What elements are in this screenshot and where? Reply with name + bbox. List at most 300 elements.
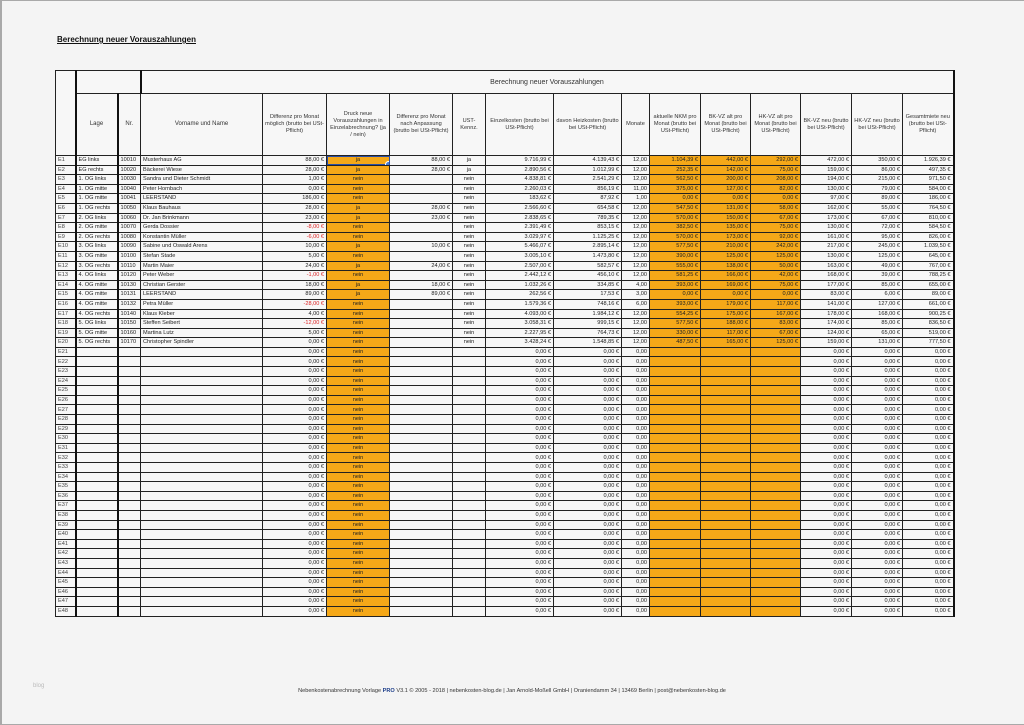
cell-diff2[interactable]	[390, 510, 453, 520]
cell-mon[interactable]: 0,00	[622, 549, 650, 559]
cell-nr[interactable]: 10070	[118, 223, 141, 233]
cell-nkm[interactable]	[650, 501, 701, 511]
cell-gm[interactable]: 0,00 €	[903, 443, 954, 453]
cell-ek[interactable]: 0,00 €	[486, 539, 554, 549]
cell-hk[interactable]: 0,00 €	[554, 463, 622, 473]
cell-ek[interactable]: 0,00 €	[486, 482, 554, 492]
cell-mon[interactable]: 0,00	[622, 453, 650, 463]
cell-diff2[interactable]	[390, 530, 453, 540]
cell-druck[interactable]: nein	[327, 510, 390, 520]
cell-hk[interactable]: 0,00 €	[554, 443, 622, 453]
cell-id[interactable]: E32	[56, 453, 76, 463]
cell-ek[interactable]: 0,00 €	[486, 530, 554, 540]
cell-diff2[interactable]	[390, 491, 453, 501]
cell-druck[interactable]: nein	[327, 405, 390, 415]
cell-name[interactable]	[141, 530, 263, 540]
cell-id[interactable]: E14	[56, 280, 76, 290]
cell-id[interactable]: E13	[56, 271, 76, 281]
cell-hkn[interactable]: 0,00 €	[852, 395, 903, 405]
cell-ust[interactable]	[453, 386, 486, 396]
cell-hkn[interactable]: 89,00 €	[852, 194, 903, 204]
cell-druck[interactable]: nein	[327, 175, 390, 185]
cell-gm[interactable]: 645,00 €	[903, 251, 954, 261]
cell-nkm[interactable]: 390,00 €	[650, 251, 701, 261]
cell-lage[interactable]	[76, 510, 118, 520]
cell-mon[interactable]: 12,00	[622, 328, 650, 338]
cell-gm[interactable]: 0,00 €	[903, 578, 954, 588]
cell-lage[interactable]	[76, 501, 118, 511]
cell-hka[interactable]	[751, 587, 801, 597]
cell-hka[interactable]	[751, 415, 801, 425]
cell-nr[interactable]: 10132	[118, 299, 141, 309]
cell-ek[interactable]: 0,00 €	[486, 463, 554, 473]
cell-name[interactable]	[141, 482, 263, 492]
cell-hka[interactable]	[751, 549, 801, 559]
cell-gm[interactable]: 0,00 €	[903, 386, 954, 396]
cell-lage[interactable]: 3. OG rechts	[76, 261, 118, 271]
cell-hka[interactable]: 67,00 €	[751, 213, 801, 223]
cell-nkm[interactable]: 375,00 €	[650, 184, 701, 194]
cell-nkm[interactable]: 577,50 €	[650, 242, 701, 252]
cell-gm[interactable]: 0,00 €	[903, 367, 954, 377]
cell-nkm[interactable]	[650, 491, 701, 501]
cell-id[interactable]: E18	[56, 319, 76, 329]
cell-mon[interactable]: 12,00	[622, 165, 650, 175]
cell-nr[interactable]: 10020	[118, 165, 141, 175]
cell-hka[interactable]: 75,00 €	[751, 223, 801, 233]
cell-nkm[interactable]: 562,50 €	[650, 175, 701, 185]
cell-gm[interactable]: 0,00 €	[903, 539, 954, 549]
cell-ek[interactable]: 0,00 €	[486, 367, 554, 377]
cell-diff[interactable]: 24,00 €	[263, 261, 327, 271]
cell-diff2[interactable]	[390, 549, 453, 559]
cell-diff2[interactable]	[390, 309, 453, 319]
cell-diff2[interactable]: 10,00 €	[390, 242, 453, 252]
cell-gm[interactable]: 0,00 €	[903, 520, 954, 530]
cell-id[interactable]: E36	[56, 491, 76, 501]
cell-mon[interactable]: 0,00	[622, 539, 650, 549]
cell-bkn[interactable]: 0,00 €	[801, 549, 852, 559]
cell-bka[interactable]: 200,00 €	[701, 175, 751, 185]
cell-bkn[interactable]: 0,00 €	[801, 347, 852, 357]
cell-ek[interactable]: 4.838,81 €	[486, 175, 554, 185]
cell-nr[interactable]: 10130	[118, 280, 141, 290]
cell-nr[interactable]: 10140	[118, 309, 141, 319]
cell-diff[interactable]: 0,00 €	[263, 453, 327, 463]
cell-ek[interactable]: 9.716,99 €	[486, 156, 554, 166]
cell-ust[interactable]: nein	[453, 261, 486, 271]
cell-hkn[interactable]: 67,00 €	[852, 213, 903, 223]
cell-hka[interactable]	[751, 357, 801, 367]
cell-druck[interactable]: nein	[327, 357, 390, 367]
cell-hkn[interactable]: 49,00 €	[852, 261, 903, 271]
cell-mon[interactable]: 12,00	[622, 251, 650, 261]
cell-id[interactable]: E40	[56, 530, 76, 540]
cell-hka[interactable]: 82,00 €	[751, 184, 801, 194]
cell-diff[interactable]: 10,00 €	[263, 242, 327, 252]
cell-mon[interactable]: 0,00	[622, 395, 650, 405]
cell-bka[interactable]: 0,00 €	[701, 290, 751, 300]
cell-druck[interactable]: nein	[327, 463, 390, 473]
cell-hk[interactable]: 853,15 €	[554, 223, 622, 233]
cell-diff[interactable]: 5,00 €	[263, 251, 327, 261]
cell-bkn[interactable]: 173,00 €	[801, 213, 852, 223]
cell-ust[interactable]	[453, 347, 486, 357]
cell-bkn[interactable]: 0,00 €	[801, 367, 852, 377]
cell-mon[interactable]: 12,00	[622, 156, 650, 166]
cell-ust[interactable]: nein	[453, 280, 486, 290]
cell-ust[interactable]: nein	[453, 194, 486, 204]
cell-nkm[interactable]	[650, 597, 701, 607]
cell-ek[interactable]: 0,00 €	[486, 376, 554, 386]
cell-bka[interactable]	[701, 482, 751, 492]
cell-name[interactable]	[141, 472, 263, 482]
cell-hkn[interactable]: 0,00 €	[852, 501, 903, 511]
cell-hk[interactable]: 2.895,14 €	[554, 242, 622, 252]
cell-ek[interactable]: 262,56 €	[486, 290, 554, 300]
cell-nr[interactable]	[118, 386, 141, 396]
cell-hk[interactable]: 0,00 €	[554, 434, 622, 444]
cell-bkn[interactable]: 0,00 €	[801, 424, 852, 434]
cell-hkn[interactable]: 0,00 €	[852, 386, 903, 396]
cell-nkm[interactable]	[650, 568, 701, 578]
cell-lage[interactable]: EG links	[76, 156, 118, 166]
cell-hk[interactable]: 0,00 €	[554, 357, 622, 367]
cell-name[interactable]	[141, 549, 263, 559]
cell-id[interactable]: E9	[56, 232, 76, 242]
cell-mon[interactable]: 12,00	[622, 242, 650, 252]
cell-hkn[interactable]: 131,00 €	[852, 338, 903, 348]
cell-hkn[interactable]: 0,00 €	[852, 347, 903, 357]
cell-gm[interactable]: 89,00 €	[903, 290, 954, 300]
cell-bka[interactable]	[701, 424, 751, 434]
cell-ust[interactable]	[453, 376, 486, 386]
cell-bka[interactable]: 210,00 €	[701, 242, 751, 252]
cell-name[interactable]: Christopher Spindler	[141, 338, 263, 348]
cell-nr[interactable]: 10041	[118, 194, 141, 204]
cell-name[interactable]	[141, 367, 263, 377]
cell-mon[interactable]: 1,00	[622, 194, 650, 204]
cell-ek[interactable]: 2.566,60 €	[486, 203, 554, 213]
cell-ek[interactable]: 0,00 €	[486, 568, 554, 578]
cell-nkm[interactable]: 547,50 €	[650, 203, 701, 213]
cell-hka[interactable]: 167,00 €	[751, 309, 801, 319]
cell-diff[interactable]: 1,00 €	[263, 175, 327, 185]
cell-mon[interactable]: 12,00	[622, 261, 650, 271]
cell-nr[interactable]: 10110	[118, 261, 141, 271]
cell-nr[interactable]: 10080	[118, 232, 141, 242]
cell-bka[interactable]: 166,00 €	[701, 271, 751, 281]
cell-bka[interactable]	[701, 434, 751, 444]
cell-hk[interactable]: 764,73 €	[554, 328, 622, 338]
cell-diff[interactable]: 0,00 €	[263, 578, 327, 588]
cell-hkn[interactable]: 0,00 €	[852, 472, 903, 482]
cell-druck[interactable]: nein	[327, 520, 390, 530]
cell-lage[interactable]	[76, 443, 118, 453]
cell-name[interactable]	[141, 491, 263, 501]
cell-nkm[interactable]	[650, 558, 701, 568]
cell-id[interactable]: E31	[56, 443, 76, 453]
cell-gm[interactable]: 0,00 €	[903, 357, 954, 367]
cell-hkn[interactable]: 0,00 €	[852, 453, 903, 463]
cell-id[interactable]: E15	[56, 290, 76, 300]
cell-name[interactable]	[141, 347, 263, 357]
cell-nkm[interactable]: 570,00 €	[650, 232, 701, 242]
cell-nr[interactable]: 10040	[118, 184, 141, 194]
cell-hkn[interactable]: 350,00 €	[852, 156, 903, 166]
cell-hkn[interactable]: 95,00 €	[852, 232, 903, 242]
cell-hkn[interactable]: 0,00 €	[852, 491, 903, 501]
cell-nkm[interactable]	[650, 472, 701, 482]
cell-id[interactable]: E46	[56, 587, 76, 597]
cell-gm[interactable]: 0,00 €	[903, 530, 954, 540]
cell-diff2[interactable]	[390, 367, 453, 377]
cell-druck[interactable]: nein	[327, 530, 390, 540]
cell-mon[interactable]: 0,00	[622, 501, 650, 511]
cell-druck[interactable]: nein	[327, 578, 390, 588]
cell-diff2[interactable]	[390, 587, 453, 597]
cell-bka[interactable]: 442,00 €	[701, 156, 751, 166]
cell-lage[interactable]	[76, 386, 118, 396]
cell-lage[interactable]	[76, 376, 118, 386]
cell-diff[interactable]: 0,00 €	[263, 367, 327, 377]
cell-gm[interactable]: 0,00 €	[903, 453, 954, 463]
cell-name[interactable]: Konstantin Müller	[141, 232, 263, 242]
cell-druck[interactable]: nein	[327, 549, 390, 559]
cell-druck[interactable]: nein	[327, 606, 390, 616]
cell-gm[interactable]: 0,00 €	[903, 606, 954, 616]
cell-bkn[interactable]: 0,00 €	[801, 376, 852, 386]
cell-hk[interactable]: 0,00 €	[554, 386, 622, 396]
cell-id[interactable]: E28	[56, 415, 76, 425]
cell-bkn[interactable]: 0,00 €	[801, 491, 852, 501]
cell-mon[interactable]: 12,00	[622, 271, 650, 281]
cell-lage[interactable]: 3. OG links	[76, 242, 118, 252]
cell-mon[interactable]: 0,00	[622, 357, 650, 367]
cell-hka[interactable]: 0,00 €	[751, 290, 801, 300]
cell-hka[interactable]: 125,00 €	[751, 251, 801, 261]
cell-diff2[interactable]	[390, 338, 453, 348]
cell-nr[interactable]	[118, 578, 141, 588]
cell-bka[interactable]	[701, 405, 751, 415]
cell-druck[interactable]: nein	[327, 338, 390, 348]
cell-ek[interactable]: 1.579,36 €	[486, 299, 554, 309]
cell-ek[interactable]: 0,00 €	[486, 472, 554, 482]
cell-nkm[interactable]	[650, 395, 701, 405]
cell-diff[interactable]: -28,00 €	[263, 299, 327, 309]
cell-ust[interactable]: nein	[453, 223, 486, 233]
cell-hk[interactable]: 0,00 €	[554, 501, 622, 511]
cell-nkm[interactable]	[650, 606, 701, 616]
cell-ust[interactable]	[453, 443, 486, 453]
cell-bka[interactable]	[701, 606, 751, 616]
cell-name[interactable]	[141, 443, 263, 453]
cell-bka[interactable]	[701, 597, 751, 607]
cell-lage[interactable]	[76, 539, 118, 549]
cell-gm[interactable]: 0,00 €	[903, 491, 954, 501]
cell-nkm[interactable]	[650, 482, 701, 492]
cell-hka[interactable]	[751, 367, 801, 377]
cell-ek[interactable]: 3.428,24 €	[486, 338, 554, 348]
cell-mon[interactable]: 0,00	[622, 510, 650, 520]
cell-mon[interactable]: 0,00	[622, 606, 650, 616]
cell-mon[interactable]: 0,00	[622, 434, 650, 444]
cell-nr[interactable]	[118, 587, 141, 597]
cell-lage[interactable]	[76, 463, 118, 473]
cell-hk[interactable]: 1.984,12 €	[554, 309, 622, 319]
cell-ust[interactable]	[453, 434, 486, 444]
cell-hk[interactable]: 1.125,25 €	[554, 232, 622, 242]
cell-hk[interactable]: 0,00 €	[554, 558, 622, 568]
cell-name[interactable]	[141, 597, 263, 607]
cell-hkn[interactable]: 55,00 €	[852, 203, 903, 213]
cell-lage[interactable]	[76, 491, 118, 501]
cell-hkn[interactable]: 0,00 €	[852, 597, 903, 607]
cell-diff2[interactable]	[390, 558, 453, 568]
cell-bkn[interactable]: 159,00 €	[801, 338, 852, 348]
cell-ek[interactable]: 3.029,97 €	[486, 232, 554, 242]
cell-hka[interactable]	[751, 376, 801, 386]
cell-mon[interactable]: 0,00	[622, 587, 650, 597]
cell-bkn[interactable]: 161,00 €	[801, 232, 852, 242]
cell-diff2[interactable]	[390, 376, 453, 386]
cell-hka[interactable]: 92,00 €	[751, 232, 801, 242]
cell-nkm[interactable]	[650, 510, 701, 520]
cell-lage[interactable]	[76, 472, 118, 482]
cell-name[interactable]: Steffen Seibert	[141, 319, 263, 329]
cell-ust[interactable]: nein	[453, 203, 486, 213]
cell-bkn[interactable]: 174,00 €	[801, 319, 852, 329]
cell-lage[interactable]: 4. OG mitte	[76, 280, 118, 290]
cell-hkn[interactable]: 0,00 €	[852, 606, 903, 616]
cell-druck[interactable]: nein	[327, 501, 390, 511]
cell-diff2[interactable]	[390, 347, 453, 357]
cell-nkm[interactable]	[650, 549, 701, 559]
cell-druck[interactable]: ja	[327, 261, 390, 271]
cell-bkn[interactable]: 0,00 €	[801, 415, 852, 425]
cell-gm[interactable]: 0,00 €	[903, 376, 954, 386]
cell-diff[interactable]: 186,00 €	[263, 194, 327, 204]
cell-bka[interactable]	[701, 453, 751, 463]
cell-ek[interactable]: 2.838,65 €	[486, 213, 554, 223]
cell-hk[interactable]: 0,00 €	[554, 395, 622, 405]
cell-diff2[interactable]: 88,00 €	[390, 156, 453, 166]
cell-hka[interactable]: 208,00 €	[751, 175, 801, 185]
cell-hkn[interactable]: 0,00 €	[852, 520, 903, 530]
cell-hkn[interactable]: 0,00 €	[852, 578, 903, 588]
cell-nkm[interactable]: 330,00 €	[650, 328, 701, 338]
cell-diff[interactable]: 5,00 €	[263, 328, 327, 338]
cell-diff[interactable]: 0,00 €	[263, 434, 327, 444]
cell-name[interactable]	[141, 424, 263, 434]
cell-bka[interactable]: 131,00 €	[701, 203, 751, 213]
cell-mon[interactable]: 0,00	[622, 482, 650, 492]
cell-name[interactable]	[141, 501, 263, 511]
cell-diff[interactable]: 0,00 €	[263, 558, 327, 568]
cell-ek[interactable]: 183,62 €	[486, 194, 554, 204]
cell-bka[interactable]	[701, 347, 751, 357]
cell-nkm[interactable]: 577,50 €	[650, 319, 701, 329]
cell-ust[interactable]	[453, 501, 486, 511]
cell-diff2[interactable]	[390, 539, 453, 549]
cell-hka[interactable]: 83,00 €	[751, 319, 801, 329]
cell-druck[interactable]: nein	[327, 309, 390, 319]
cell-lage[interactable]	[76, 520, 118, 530]
cell-nkm[interactable]	[650, 539, 701, 549]
cell-mon[interactable]: 12,00	[622, 213, 650, 223]
cell-ek[interactable]: 2.227,95 €	[486, 328, 554, 338]
cell-druck[interactable]: nein	[327, 367, 390, 377]
cell-name[interactable]: Petra Müller	[141, 299, 263, 309]
cell-hka[interactable]: 58,00 €	[751, 203, 801, 213]
cell-diff2[interactable]	[390, 501, 453, 511]
cell-hk[interactable]: 0,00 €	[554, 606, 622, 616]
cell-hkn[interactable]: 0,00 €	[852, 424, 903, 434]
cell-druck[interactable]: nein	[327, 194, 390, 204]
cell-diff[interactable]: -8,00 €	[263, 223, 327, 233]
cell-nr[interactable]	[118, 415, 141, 425]
cell-druck[interactable]: nein	[327, 424, 390, 434]
cell-nr[interactable]	[118, 357, 141, 367]
cell-ek[interactable]: 0,00 €	[486, 510, 554, 520]
cell-nkm[interactable]	[650, 578, 701, 588]
cell-ek[interactable]: 2.442,12 €	[486, 271, 554, 281]
cell-hka[interactable]	[751, 501, 801, 511]
cell-id[interactable]: E33	[56, 463, 76, 473]
cell-druck[interactable]: nein	[327, 587, 390, 597]
cell-id[interactable]: E43	[56, 558, 76, 568]
cell-bka[interactable]	[701, 443, 751, 453]
cell-ek[interactable]: 0,00 €	[486, 558, 554, 568]
cell-diff[interactable]: 4,00 €	[263, 309, 327, 319]
cell-id[interactable]: E10	[56, 242, 76, 252]
cell-hk[interactable]: 0,00 €	[554, 482, 622, 492]
cell-name[interactable]: Dr. Jan Brinkmann	[141, 213, 263, 223]
cell-name[interactable]	[141, 405, 263, 415]
cell-name[interactable]: LEERSTAND	[141, 194, 263, 204]
cell-nkm[interactable]	[650, 424, 701, 434]
cell-hk[interactable]: 0,00 €	[554, 424, 622, 434]
cell-gm[interactable]: 519,00 €	[903, 328, 954, 338]
cell-druck[interactable]: nein	[327, 319, 390, 329]
cell-mon[interactable]: 4,00	[622, 280, 650, 290]
cell-lage[interactable]	[76, 453, 118, 463]
cell-name[interactable]: Klaus Kleber	[141, 309, 263, 319]
cell-nkm[interactable]: 0,00 €	[650, 194, 701, 204]
cell-id[interactable]: E16	[56, 299, 76, 309]
cell-bka[interactable]	[701, 530, 751, 540]
cell-druck[interactable]: nein	[327, 232, 390, 242]
cell-druck[interactable]: nein	[327, 376, 390, 386]
cell-ust[interactable]	[453, 472, 486, 482]
cell-hkn[interactable]: 0,00 €	[852, 443, 903, 453]
cell-hkn[interactable]: 0,00 €	[852, 568, 903, 578]
cell-druck[interactable]: ja	[327, 280, 390, 290]
cell-bkn[interactable]: 0,00 €	[801, 530, 852, 540]
cell-lage[interactable]	[76, 395, 118, 405]
cell-ek[interactable]: 0,00 €	[486, 395, 554, 405]
cell-lage[interactable]: 4. OG mitte	[76, 299, 118, 309]
cell-hkn[interactable]: 245,00 €	[852, 242, 903, 252]
cell-diff[interactable]: 0,00 €	[263, 606, 327, 616]
cell-ust[interactable]	[453, 520, 486, 530]
cell-druck[interactable]: nein	[327, 434, 390, 444]
cell-diff[interactable]: 18,00 €	[263, 280, 327, 290]
cell-bka[interactable]	[701, 395, 751, 405]
cell-nr[interactable]	[118, 395, 141, 405]
cell-hka[interactable]	[751, 597, 801, 607]
cell-ust[interactable]: ja	[453, 165, 486, 175]
